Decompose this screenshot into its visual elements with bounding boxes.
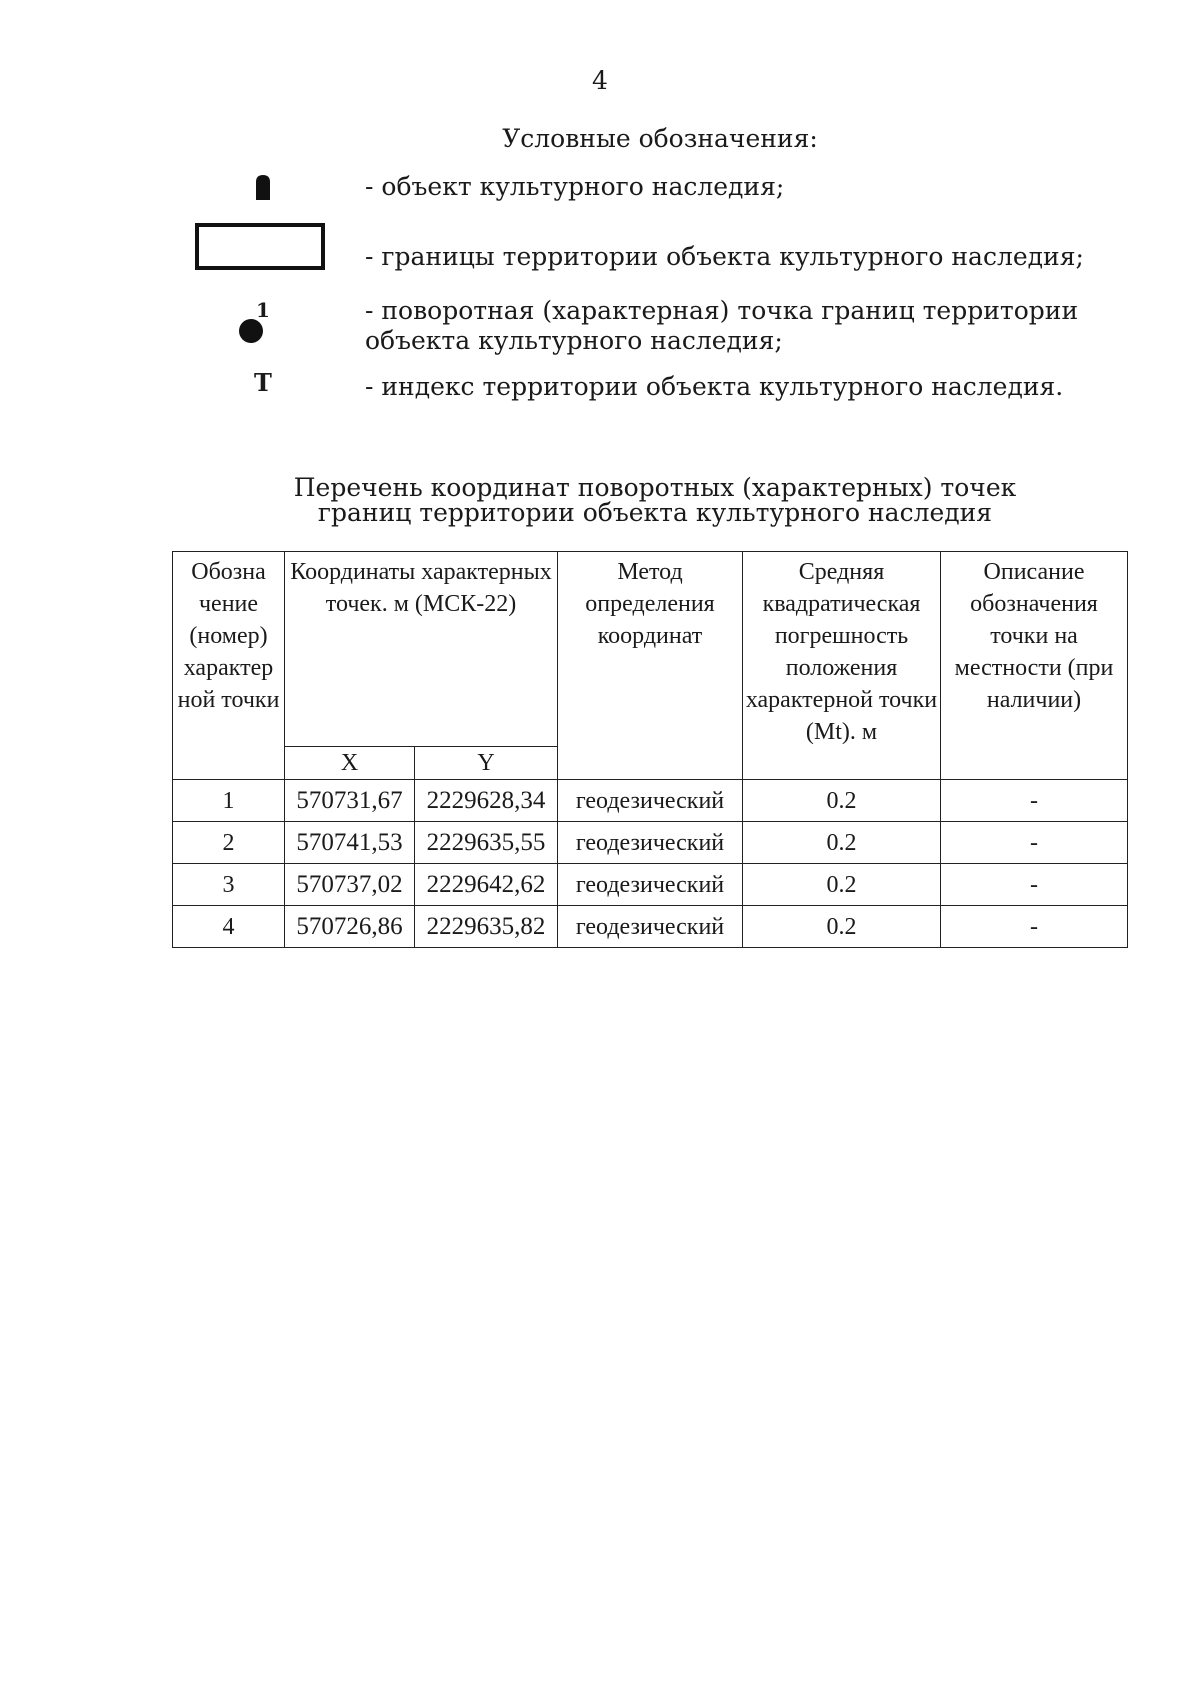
cell-method: геодезический bbox=[558, 906, 743, 948]
cell-num: 3 bbox=[173, 864, 285, 906]
cell-x: 570726,86 bbox=[285, 906, 415, 948]
header-x: X bbox=[285, 747, 415, 780]
header-designation: Обозна чение (номер) характер ной точки bbox=[173, 552, 285, 780]
table-row bbox=[173, 864, 1128, 906]
cell-error: 0.2 bbox=[743, 822, 941, 864]
legend-item-turning-point: - поворотная (характерная) точка границ территории объекта культурного наследия; bbox=[365, 296, 1079, 355]
table-row bbox=[173, 822, 1128, 864]
legend-item-heritage-object: - объект культурного наследия; bbox=[365, 172, 785, 201]
cell-method: геодезический bbox=[558, 780, 743, 822]
territory-boundary-icon bbox=[194, 222, 328, 272]
cell-x: 570737,02 bbox=[285, 864, 415, 906]
cell-y: 2229628,34 bbox=[415, 780, 558, 822]
coordinates-table bbox=[172, 551, 1128, 948]
cell-method: геодезический bbox=[558, 822, 743, 864]
table-title bbox=[0, 475, 1200, 525]
legend-title: Условные обозначения: bbox=[502, 124, 818, 153]
cell-method: геодезический bbox=[558, 864, 743, 906]
cell-y: 2229635,82 bbox=[415, 906, 558, 948]
legend-item-territory-boundary: - границы территории объекта культурного наследия; bbox=[365, 242, 1084, 271]
territory-index-icon: Т bbox=[254, 368, 272, 397]
cell-description: - bbox=[941, 822, 1128, 864]
cell-error: 0.2 bbox=[743, 864, 941, 906]
cell-y: 2229642,62 bbox=[415, 864, 558, 906]
cell-num: 1 bbox=[173, 780, 285, 822]
legend-item-territory-index: - индекс территории объекта культурного наследия. bbox=[365, 372, 1064, 401]
cell-error: 0.2 bbox=[743, 906, 941, 948]
cell-description: - bbox=[941, 906, 1128, 948]
page-number: 4 bbox=[592, 66, 608, 95]
heritage-object-icon bbox=[250, 172, 280, 202]
table-title-line-1: Перечень координат поворотных (характерных) точек bbox=[293, 473, 1017, 502]
header-coordinates: Координаты характерных точек. м (МСК-22) bbox=[285, 552, 558, 747]
header-method: Метод определения координат bbox=[558, 552, 743, 780]
cell-error: 0.2 bbox=[743, 780, 941, 822]
table-title-line-2: границ территории объекта культурного наследия bbox=[317, 498, 993, 527]
header-y: Y bbox=[415, 747, 558, 780]
cell-description: - bbox=[941, 864, 1128, 906]
table-row bbox=[173, 906, 1128, 948]
header-description: Описание обозначения точки на местности (при наличии) bbox=[941, 552, 1128, 780]
cell-description: - bbox=[941, 780, 1128, 822]
cell-x: 570731,67 bbox=[285, 780, 415, 822]
header-error: Средняя квадратическая погрешность положения характерной точки (Mt). м bbox=[743, 552, 941, 780]
cell-num: 4 bbox=[173, 906, 285, 948]
turning-point-label: 1 bbox=[256, 298, 270, 322]
cell-num: 2 bbox=[173, 822, 285, 864]
cell-x: 570741,53 bbox=[285, 822, 415, 864]
table-row bbox=[173, 780, 1128, 822]
cell-y: 2229635,55 bbox=[415, 822, 558, 864]
